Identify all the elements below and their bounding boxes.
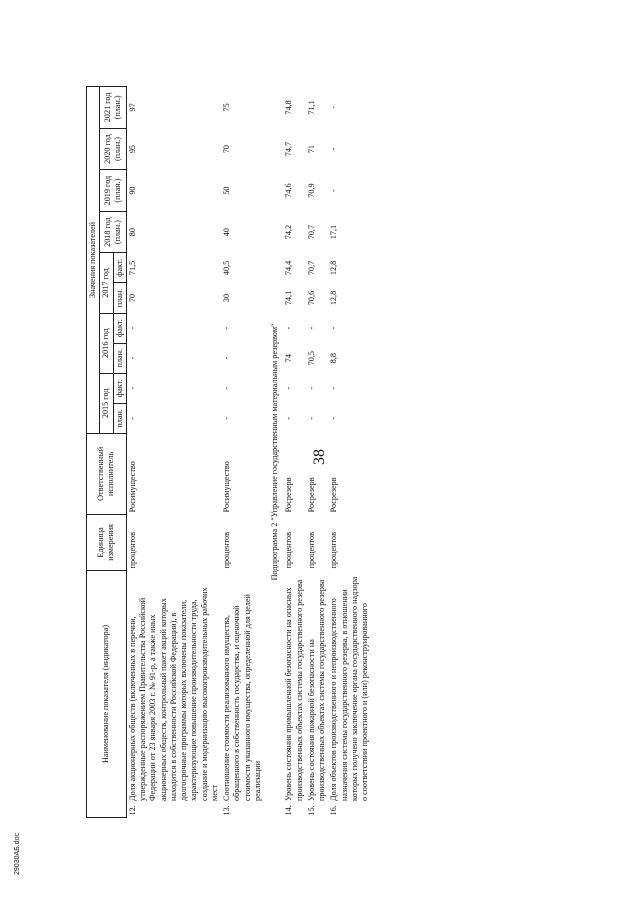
table-row xyxy=(126,87,221,818)
cell-2021: 74,8 xyxy=(284,100,294,115)
footer-filename: 29030АБ.doc xyxy=(14,833,21,875)
row-unit: процентов xyxy=(222,532,231,569)
header-plan: план. xyxy=(113,403,126,433)
header-fact: факт. xyxy=(113,373,126,403)
cell-2019: 70,9 xyxy=(306,183,316,198)
table-body xyxy=(126,87,371,818)
row-unit: процентов xyxy=(284,532,294,569)
cell-2019: - xyxy=(329,189,339,192)
cell-2015-plan: - xyxy=(329,417,339,420)
cell-2018: 80 xyxy=(127,228,137,237)
row-number: 13. xyxy=(222,805,231,816)
cell-2015-fact: - xyxy=(284,386,294,390)
subprogram-row xyxy=(264,87,283,818)
rotated-table-area xyxy=(86,86,554,818)
cell-2017-plan: 74,1 xyxy=(284,290,294,306)
cell-2019: 74,6 xyxy=(284,183,294,198)
cell-2016-fact: - xyxy=(222,326,231,330)
row-unit: процентов xyxy=(306,532,316,569)
cell-2019: 50 xyxy=(222,186,231,195)
row-number: 12. xyxy=(127,805,137,816)
cell-2020: 74,7 xyxy=(284,141,294,157)
header-2015: 2015 год xyxy=(100,373,113,433)
cell-2015-fact: - xyxy=(329,386,339,390)
cell-2015-plan: - xyxy=(127,417,137,420)
cell-2021: 71,1 xyxy=(306,100,316,115)
cell-2017-plan: 70 xyxy=(127,293,137,303)
cell-2016-plan: - xyxy=(222,356,231,360)
row-number: 15. xyxy=(306,805,316,816)
row-name: Соотношение стоимости реализованного имущества, обращенного в собственность государства, и оценочной стоимости указанного имущества, определенной для целей реализации xyxy=(222,594,262,801)
cell-2015-fact: - xyxy=(127,386,137,390)
cell-2017-fact: 40,5 xyxy=(222,260,231,276)
row-unit: процентов xyxy=(329,532,339,569)
cell-2020: 70 xyxy=(222,144,231,154)
cell-2016-fact: - xyxy=(306,326,316,330)
table-row xyxy=(283,87,306,818)
table-row xyxy=(328,87,371,818)
header-values-group: Значения показателей xyxy=(87,87,100,434)
header-2018: 2018 год (план.) xyxy=(100,211,127,253)
cell-2017-fact: 71,5 xyxy=(127,260,137,276)
header-unit: Единица измерения xyxy=(87,514,127,570)
row-name: Доля акционерных обществ (включенных в перечни, утвержденные распоряжением Правительства Российской Федерации от 23 января 2003 г. № 91-р, а также иных акционерных обществ, контрольный пакет акций которых находится в собственности Российской Федерации), в долгосрочные программы которых включены показатели, характеризующие повышение производительности труда, создание и модернизацию высокопроизводительных рабочих мест xyxy=(127,587,219,801)
cell-2016-plan: 74 xyxy=(284,354,294,363)
cell-2017-fact: 70,7 xyxy=(306,260,316,276)
header-fact: факт. xyxy=(113,253,126,283)
row-executor: Росрезерв xyxy=(329,477,339,513)
header-2019: 2019 год (план.) xyxy=(100,170,127,212)
cell-2017-plan: 12,8 xyxy=(329,290,339,306)
cell-2015-fact: - xyxy=(222,386,231,390)
header-plan: план. xyxy=(113,343,126,373)
cell-2016-fact: - xyxy=(329,326,339,330)
header-2020: 2020 год (план.) xyxy=(100,128,127,170)
row-name: Уровень состояния промышленной безопасности на опасных производственных объектах системы государственного резерва xyxy=(284,579,304,801)
header-2021: 2021 год (план.) xyxy=(100,87,127,129)
row-number: 14. xyxy=(284,805,294,816)
cell-2018: 74,2 xyxy=(284,224,294,240)
cell-2018: 40 xyxy=(222,228,231,237)
cell-2021: - xyxy=(329,106,339,109)
row-executor: Росимущество xyxy=(222,461,231,513)
cell-2017-fact: 12,8 xyxy=(329,260,339,276)
subprogram-title: Подпрограмма 2 "Управление государственным материальным резервом" xyxy=(270,323,279,581)
header-executor: Ответственный исполнитель xyxy=(87,433,127,514)
cell-2020: 95 xyxy=(127,144,137,154)
cell-2021: 75 xyxy=(222,103,231,112)
cell-2016-plan: - xyxy=(127,356,137,360)
row-name: Доля объектов производственного и непроизводственного назначения системы государственного резерва, в отношении которых получено заключение органа государственного надзора о соответствии проектного и (или) реконструированного xyxy=(329,576,369,801)
indicators-table xyxy=(86,86,371,818)
cell-2018: 17,1 xyxy=(329,224,339,240)
cell-2017-fact: 74,4 xyxy=(284,260,294,276)
cell-2016-fact: - xyxy=(284,326,294,330)
cell-2019: 90 xyxy=(127,186,137,195)
row-executor: Росрезерв xyxy=(284,477,294,513)
table-row xyxy=(221,87,264,818)
cell-2016-plan: 8,8 xyxy=(329,353,339,364)
cell-2015-plan: - xyxy=(284,417,294,420)
row-executor: Росрезерв xyxy=(306,477,316,513)
header-plan: план. xyxy=(113,283,126,313)
header-name: Наименование показателя (индикатора) xyxy=(87,570,127,817)
row-executor: Росимущество xyxy=(127,461,137,513)
cell-2016-plan: 70,5 xyxy=(306,351,316,366)
cell-2015-plan: - xyxy=(306,417,316,420)
cell-2017-plan: 30 xyxy=(222,293,231,303)
cell-2016-fact: - xyxy=(127,326,137,330)
row-name: Уровень состояния пожарной безопасности на производственных объектах системы государственного резерва xyxy=(306,579,326,801)
row-unit: процентов xyxy=(127,532,137,569)
cell-2020: - xyxy=(329,147,339,151)
table-row xyxy=(306,87,329,818)
page-number: 38 xyxy=(311,449,328,465)
cell-2021: 97 xyxy=(127,103,137,112)
cell-2017-plan: 70,6 xyxy=(306,290,316,306)
table-header xyxy=(87,87,127,818)
cell-2020: 71 xyxy=(306,144,316,154)
cell-2015-fact: - xyxy=(306,386,316,390)
cell-2018: 70,7 xyxy=(306,224,316,240)
header-2017: 2017 год xyxy=(100,253,113,313)
header-2016: 2016 год xyxy=(100,313,113,373)
header-fact: факт. xyxy=(113,313,126,343)
cell-2015-plan: - xyxy=(222,417,231,420)
row-number: 16. xyxy=(329,805,339,816)
